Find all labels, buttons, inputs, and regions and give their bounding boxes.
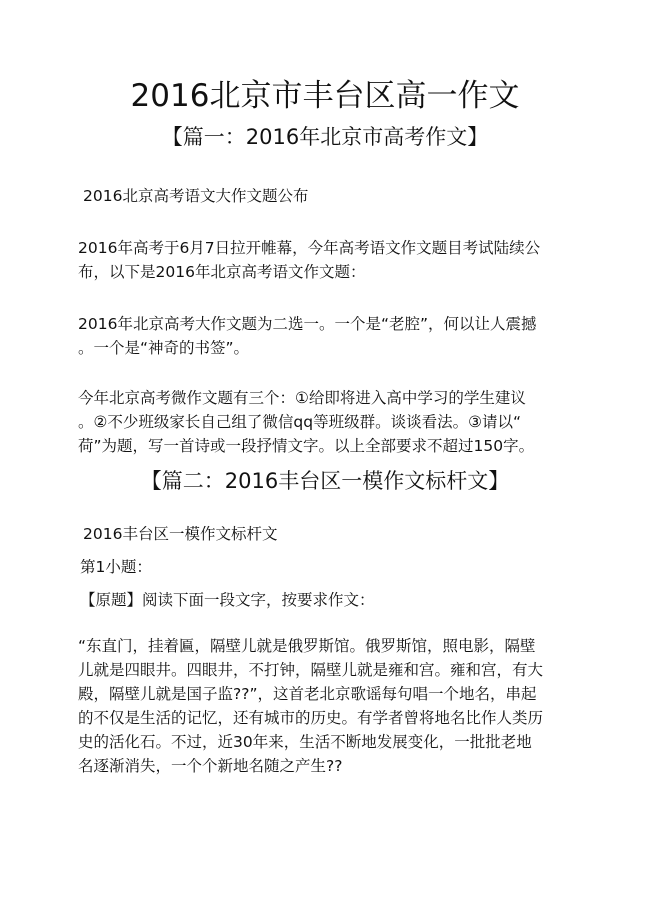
paragraph-original-prompt: 【原题】阅读下面一段文字，按要求作文： <box>80 591 375 609</box>
section-heading-2: 【篇二：2016丰台区一模作文标杆文】 <box>140 469 510 493</box>
paragraph-intro: 2016年高考于6月7日拉开帷幕，今年高考语文作文题目考试陆续公 布，以下是2016年北京高考语文作文题： <box>78 239 541 281</box>
document-title: 2016北京市丰台区高一作文 <box>130 78 520 114</box>
paragraph-micro-topics: 今年北京高考微作文题有三个：①给即将进入高中学习的学生建议 。②不少班级家长自己组了微信qq等班级群。谈谈看法。③请以“ 荷”为题，写一首诗或一段抒情文字。以上全部要求不超过150字。 <box>78 389 535 455</box>
paragraph-main-topic: 2016年北京高考大作文题为二选一。一个是“老腔”，何以让人震撼 。一个是“神奇的书签”。 <box>78 315 537 357</box>
paragraph-question-number: 第1小题： <box>80 558 152 576</box>
paragraph-quote: “东直门，挂着匾，隔壁儿就是俄罗斯馆。俄罗斯馆，照电影，隔壁 儿就是四眼井。四眼井，不打钟，隔壁儿就是雍和宫。雍和宫，有大 殿，隔壁儿就是国子监??”，这首老北京歌谣每句唱一个地名，串起 的不仅是生活的记忆，还有城市的历史。有学者曾将地名比作人类历 史的活化石。不过，近30年来，生活不断地发展变化，一批批老地 名逐渐消失，一个个新地名随之产生?? <box>78 637 544 775</box>
section-heading-1: 【篇一：2016年北京市高考作文】 <box>161 125 489 149</box>
paragraph-subtitle-1: 2016北京高考语文大作文题公布 <box>83 187 309 205</box>
paragraph-subtitle-2: 2016丰台区一模作文标杆文 <box>83 525 278 543</box>
